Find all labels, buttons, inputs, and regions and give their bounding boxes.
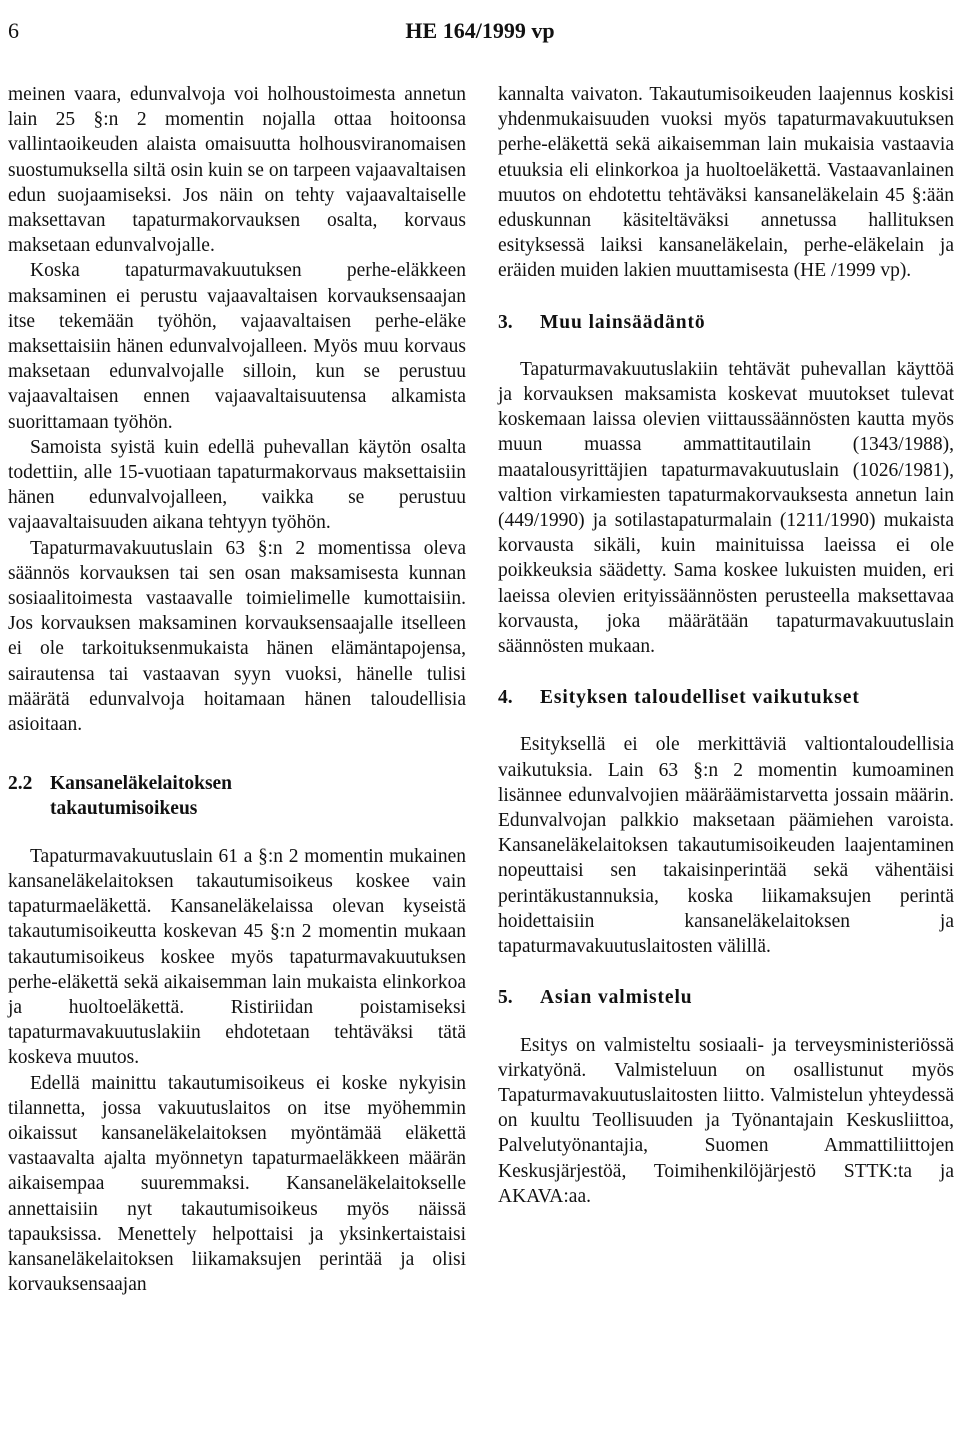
section-heading-4 xyxy=(498,685,954,710)
paragraph: Koska tapaturmavakuutuksen perhe-eläkkeen maksaminen ei perustu vajaavaltaisen korvauksensaajan itse tekemään työhön, vajaavaltaisen perhe-eläke maksettaisiin hänen edunvalvojalleen. Myös muu korvaus maksetaan edunvalvojalle silloin, kun se perustuu vajaavaltaisen ennen vajaavaltaisuutensa alkamista suorittamaan työhön. xyxy=(8,260,466,433)
paragraph: Tapaturmavakuutuslain 61 a §:n 2 momentin mukainen kansaneläkelaitoksen takautumisoikeus koskee vain tapaturmaeläkettä. Kansaneläkelaissa olevan kyseistä takautumisoikeutta koskevan 45 §:n 2 momentin mukaan takautumisoikeus koskee myös tapaturmavakuutuksen perhe-eläkettä sekä aikaisemman lain mukaista elinkorkoa ja huoltoeläkettä. Ristiriidan poistamiseksi tapaturmavakuutuslakiin ehdotetaan tehtäväksi tätä koskeva muutos. xyxy=(8,845,466,1069)
paragraph: Edellä mainittu takautumisoikeus ei koske nykyisin tilannetta, jossa vakuutuslaitos on itse myöhemmin oikaissut kansaneläkelaitoksen myöntämää eläkettä vastaavalta ajalta myönnetyn tapaturmaeläkkeen määrän aikaisempaa suuremmaksi. Kansaneläkelaitokselle annettaisiin nyt takautumisoikeus myös näissä tapauksissa. Menettely helpottaisi ja yksinkertaistaisi kansaneläkelaitoksen liikamaksujen perintää ja olisi korvauksensaajan xyxy=(8,1072,466,1296)
page-header xyxy=(8,18,952,52)
paragraph: Samoista syistä kuin edellä puhevallan käytön osalta todettiin, alle 15-vuotiaan tapaturmakorvaus maksettaisiin hänen edunvalvojalleen, vaikka se perustuu vajaavaltaisuuden aikana tehtyyn työhön. xyxy=(8,436,466,534)
right-column xyxy=(498,82,954,1209)
section-title: Muu lainsäädäntö xyxy=(540,311,706,333)
paragraph: Tapaturmavakuutuslain 63 §:n 2 momentissa oleva säännös korvauksen tai sen osan maksamisesta kunnan sosiaalitoimesta vastaavalle toimielimelle kumottaisiin. Jos korvauksen maksaminen korvauksensaajalle itselleen ei ole tarkoituksenmukaista hänen elämäntapojensa, sairautensa tai vastaavan syyn vuoksi, hänelle tulisi määrätä edunvalvoja hoitamaan hänen taloudellisia asioitaan. xyxy=(8,537,466,736)
page-number: 6 xyxy=(8,18,19,43)
section-heading-2-2 xyxy=(8,771,466,821)
section-number: 3. xyxy=(498,311,513,333)
paragraph: Esityksellä ei ole merkittäviä valtiontaloudellisia vaikutuksia. Lain 63 §:n 2 momentin kumoaminen lisännee edunvalvojien määräämistarvetta jossain määrin. Edunvalvojan palkkio maksetaan päämiehen varoista. Kansaneläkelaitoksen takautumisoikeuden laajentaminen nopeuttaisi sen takaisinperintää sekä vähentäisi perintäkustannuksia, koska liikamaksujen perintä hoidettaisiin kansaneläkelaitoksen ja tapaturmavakuutuslaitosten välillä. xyxy=(498,734,954,958)
document-id: HE 164/1999 vp xyxy=(405,18,555,43)
section-title: Esityksen taloudelliset vaikutukset xyxy=(540,687,860,709)
section-title: Asian valmistelu xyxy=(540,987,693,1009)
paragraph: Esitys on valmisteltu sosiaali- ja terveysministeriössä virkatyönä. Valmisteluun on osallistunut myös Tapaturmavakuutuslaitosten liitto. Valmistelun yhteydessä on kuultu Teollisuuden ja Työnantajain Keskusliittoa, Palvelutyönantajia, Suomen Ammattiliittojen Keskusjärjestöä, Toimihenkilöjärjestö STTK:ta ja AKAVA:aa. xyxy=(498,1034,954,1207)
section-title: Kansaneläkelaitoksen takautumisoikeus xyxy=(50,773,233,820)
section-number: 5. xyxy=(498,987,513,1009)
section-number: 4. xyxy=(498,687,513,709)
section-heading-5 xyxy=(498,985,954,1010)
section-heading-3 xyxy=(498,310,954,335)
paragraph: kannalta vaivaton. Takautumisoikeuden laajennus koskisi yhdenmukaisuuden vuoksi myös tapaturmavakuutuksen perhe-eläkettä sekä aikaisemman lain mukaisia vastaavia etuuksia eli elinkorkoa ja huoltoeläkettä. Vastaavanlainen muutos on ehdotettu tehtäväksi kansaneläkelain 45 §:ään eduskunnan käsiteltäväksi annetussa hallituksen esityksessä laiksi kansaneläkelain, perhe-eläkelain ja eräiden muiden lakien muuttamisesta (HE /1999 vp). xyxy=(498,84,954,282)
left-column xyxy=(8,82,466,1297)
paragraph: Tapaturmavakuutuslakiin tehtävät puhevallan käyttöä ja korvauksen maksamista koskevat muutokset tulevat koskemaan laissa olevien viittaussäännösten kautta myös muun muassa ammattitautilain (1343/1988), maatalousyrittäjien tapaturmavakuutuslain (1026/1981), valtion virkamiesten tapaturmakorvauksesta annetun lain (449/1990) ja sotilastapaturmalain (1211/1990) mukaista korvausta sikäli, kuin mainituissa laeissa ei ole poikkeuksia säädetty. Sama koskee lukuisten muiden, eri laeissa olevien erityissäännösten perusteella maksettavaa korvausta, joka määrätään tapaturmavakuutuslain säännösten mukaan. xyxy=(498,358,954,658)
section-number: 2.2 xyxy=(8,773,33,795)
paragraph: meinen vaara, edunvalvoja voi holhoustoimesta annetun lain 25 §:n 2 momentin nojalla ottaa hoitoonsa vallintaoikeuden alaista omaisuutta holhousviranomaisen suostumuksella siltä osin kuin se on tarpeen vajaavaltaisen edun suojaamiseksi. Jos näin on tehty vajaavaltaiselle maksettavan tapaturmakorvauksen osalta, korvaus maksetaan edunvalvojalle. xyxy=(8,84,466,257)
